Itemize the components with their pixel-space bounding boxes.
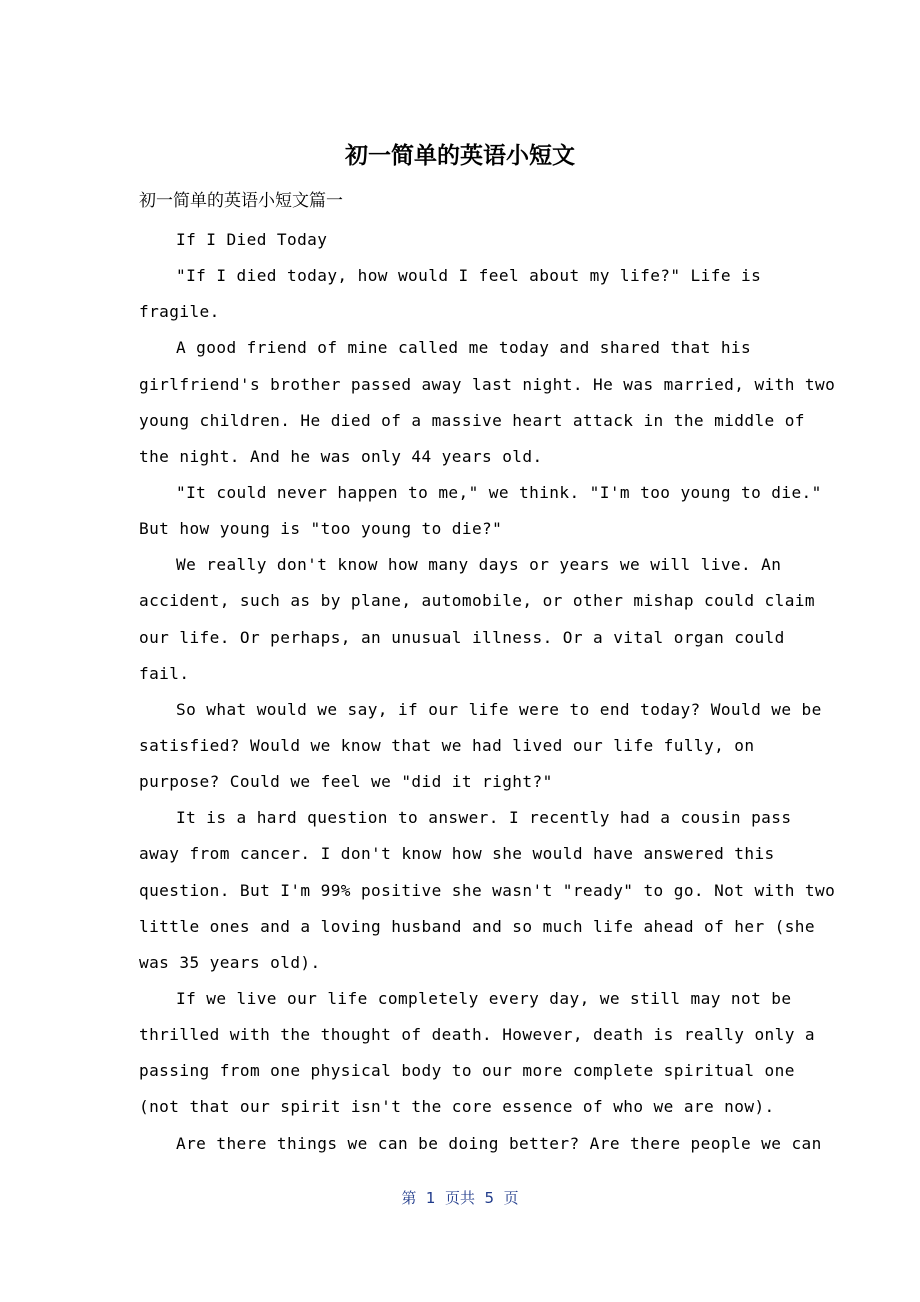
text-line: But how young is "too young to die?"	[139, 519, 503, 539]
text-line: purpose? Could we feel we "did it right?"	[139, 772, 553, 792]
text-line: passing from one physical body to our more complete spiritual one	[139, 1061, 795, 1081]
text-line: (not that our spirit isn't the core essence of who we are now).	[139, 1097, 775, 1117]
text-line: young children. He died of a massive heart attack in the middle of	[139, 410, 805, 430]
text-line: question. But I'm 99% positive she wasn't "ready" to go. Not with two	[139, 880, 836, 900]
text-line: satisfied? Would we know that we had lived our life fully, on	[139, 735, 755, 755]
text-line: away from cancer. I don't know how she would have answered this	[139, 844, 775, 864]
text-line: Are there things we can be doing better? Are there people we can	[176, 1133, 822, 1153]
text-line: "It could never happen to me," we think. "I'm too young to die."	[176, 482, 822, 502]
text-line: was 35 years old).	[139, 952, 321, 972]
document-title: 初一简单的英语小短文	[345, 143, 575, 169]
page-number-footer: 第 1 页共 5 页	[401, 1189, 519, 1207]
text-line: accident, such as by plane, automobile, or other mishap could claim	[139, 591, 815, 611]
text-line: "If I died today, how would I feel about my life?" Life is	[176, 266, 762, 286]
article-body	[139, 222, 836, 1162]
text-line: So what would we say, if our life were to end today? Would we be	[176, 699, 822, 719]
text-line: It is a hard question to answer. I recently had a cousin pass	[176, 808, 792, 828]
text-line: A good friend of mine called me today and shared that his	[176, 338, 752, 358]
text-line: little ones and a loving husband and so much life ahead of her (she	[139, 916, 815, 936]
text-line: fragile.	[139, 302, 220, 322]
text-line: thrilled with the thought of death. However, death is really only a	[139, 1025, 815, 1045]
text-line: girlfriend's brother passed away last night. He was married, with two	[139, 374, 836, 394]
text-line: fail.	[139, 663, 190, 683]
text-line: If we live our life completely every day, we still may not be	[176, 988, 792, 1008]
text-line: our life. Or perhaps, an unusual illness. Or a vital organ could	[139, 627, 785, 647]
text-line: We really don't know how many days or years we will live. An	[176, 555, 782, 575]
text-line: the night. And he was only 44 years old.	[139, 446, 543, 466]
section-heading: 初一简单的英语小短文篇一	[139, 191, 343, 211]
text-line: If I Died Today	[176, 230, 328, 249]
